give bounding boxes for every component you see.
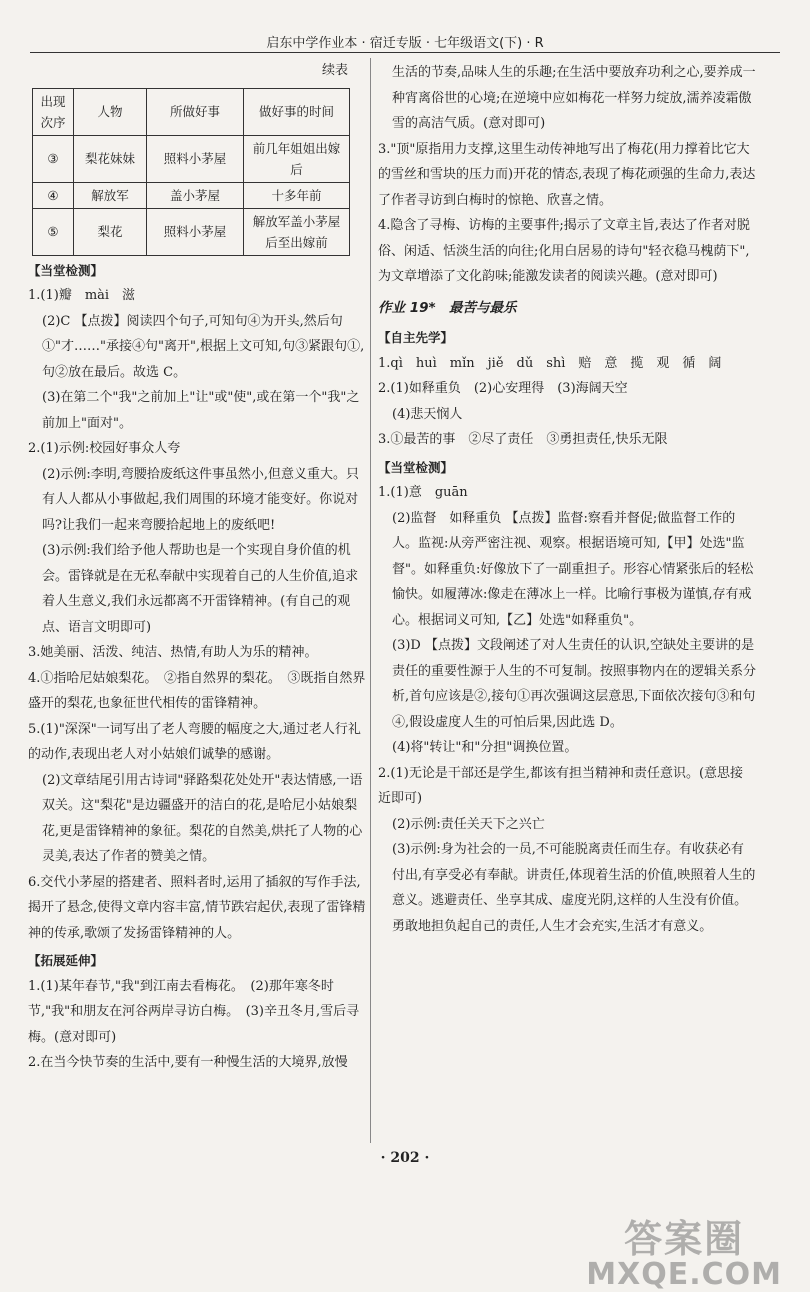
table-cell: 解放军 [74, 182, 147, 208]
answer-line: (2)示例:责任关天下之兴亡 [392, 816, 545, 832]
table-cell: 梨花妹妹 [74, 135, 147, 182]
answer-line: (4)悲天悯人 [392, 406, 463, 422]
answer-line: (3)示例:我们给予他人帮助也是一个实现自身价值的机会。雷锋就是在无私奉献中实现着自己的人生价值,追求着人生意义,我们永远都离不开雷锋精神。(有自己的观点、语言文明即可) [42, 543, 359, 635]
story-table [32, 88, 350, 256]
answer-line: 1.qì huì mǐn jiě dǔ shì 赔 意 揽 观 循 阔 [378, 355, 722, 371]
table-header-cell: 所做好事 [147, 88, 244, 135]
table-header-row [33, 88, 350, 135]
answer-line: 2.(1)无论是干部还是学生,都该有担当精神和责任意识。(意思接近即可) [378, 765, 744, 806]
watermark [586, 1208, 782, 1292]
table-cell: 前几年姐姐出嫁后 [244, 135, 350, 182]
answer-line: 2.(1)示例:校园好事众人夸 [28, 441, 181, 456]
header-rule [30, 52, 780, 53]
answer-line: 4.隐含了寻梅、访梅的主要事件;揭示了文章主旨,表达了作者对脱俗、闲适、恬淡生活的向往;化用白居易的诗句"轻衣稳马槐荫下",为文章增添了文化韵味;能激发读者的阅读兴趣。(意对即可) [378, 218, 750, 284]
table-cell: 盖小茅屋 [147, 182, 244, 208]
table-cell: ⑤ [33, 208, 74, 255]
section-heading: 【拓展延伸】 [28, 953, 104, 968]
left-column [28, 60, 366, 1076]
table-row [33, 208, 350, 255]
table-cell: ④ [33, 182, 74, 208]
answer-line: 3."顶"原指用力支撑,这里生动传神地写出了梅花(用力撑着比它大的雪丝和雪块的压力而)开花的情态,表现了梅花顽强的生命力,表达了作者寻访到白梅时的惊艳、欣喜之情。 [378, 141, 756, 208]
table-cell: ③ [33, 135, 74, 182]
answer-line: (2)示例:李明,弯腰拾废纸这件事虽然小,但意义重大。只有人人都从小事做起,我们周围的环境才能变好。你说对吗?让我们一起来弯腰拾起地上的废纸吧! [42, 466, 360, 533]
assignment-title: 作业 19* 最苦与最乐 [378, 299, 517, 316]
answer-line: 2.在当今快节奏的生活中,要有一种慢生活的大境界,放慢 [28, 1055, 348, 1070]
section-heading: 【当堂检测】 [28, 262, 104, 278]
answer-line: (3)D 【点拨】文段阐述了对人生责任的认识,空缺处主要讲的是责任的重要性源于人生的不可复制。按照事物内在的逻辑关系分析,首句应该是②,接句①再次强调这层意思,下面依次接句③和句④,假设虚度人生的可怕后果,因此选 D。 [392, 638, 757, 730]
running-header: 启东中学作业本 · 宿迁专版 · 七年级语文(下) · R [266, 36, 544, 51]
watermark-logo-text: 答案圈 [624, 1217, 745, 1261]
answer-line: 1.(1)意 guān [378, 485, 468, 500]
answer-line: 5.(1)"深深"一词写出了老人弯腰的幅度之大,通过老人行礼的动作,表现出老人对小姑娘们诚挚的感谢。 [28, 721, 361, 762]
table-cell: 照料小茅屋 [147, 135, 244, 182]
answer-line: 3.①最苦的事 ②尽了责任 ③勇担责任,快乐无限 [378, 432, 668, 447]
answer-line: 6.交代小茅屋的搭建者、照料者时,运用了插叙的写作手法,揭开了悬念,使得文章内容丰富,情节跌宕起伏,表现了雷锋精神的传承,歌颂了发扬雷锋精神的人。 [28, 874, 366, 941]
table-cell: 十多年前 [244, 182, 350, 208]
answer-line: (2)监督 如释重负 【点拨】监督:察看并督促;做监督工作的人。监视:从旁严密注视、观察。根据语境可知,【甲】处选"监督"。如释重负:好像放下了一副重担子。形容心情紧张后的轻松愉快。如履薄冰:像走在薄冰上一样。比喻行事极为谨慎,存有戒心。根据词义可知,【乙】处选"如释重负"。 [392, 510, 754, 628]
answer-line: (2)文章结尾引用古诗词"驿路梨花处处开"表达情感,一语双关。这"梨花"是边疆盛开的洁白的花,是哈尼小姑娘梨花,更是雷锋精神的象征。梨花的自然美,烘托了人物的心灵美,表达了作者的赞美之情。 [42, 772, 363, 864]
answer-line: 3.她美丽、活泼、纯洁、热情,有助人为乐的精神。 [28, 645, 318, 660]
answer-line: 4.①指哈尼姑娘梨花。 ②指自然界的梨花。 ③既指自然界盛开的梨花,也象征世代相传的雷锋精神。 [28, 670, 366, 711]
answer-line: 1.(1)瓣 mài 滋 [28, 288, 136, 303]
right-column [378, 60, 756, 939]
section-heading: 【自主先学】 [378, 330, 454, 345]
table-header-cell: 做好事的时间 [244, 88, 350, 135]
page-number: · 202 · [380, 1150, 430, 1166]
table-cell: 解放军盖小茅屋后至出嫁前 [244, 208, 350, 255]
answer-line: 1.(1)某年春节,"我"到江南去看梅花。 (2)那年寒冬时节,"我"和朋友在河谷两岸寻访白梅。 (3)辛丑冬月,雪后寻梅。(意对即可) [28, 978, 360, 1045]
continued-label: 续表 [321, 63, 348, 78]
table-cell: 照料小茅屋 [147, 208, 244, 255]
column-divider [370, 58, 371, 1143]
watermark-url: MXQE.COM [586, 1257, 782, 1292]
answer-line: (2)C 【点拨】阅读四个句子,可知句④为开头,然后句①"才……"承接④句"离开",根据上文可知,句③紧跟句①,句②放在最后。故选 C。 [42, 313, 365, 380]
answer-line: (3)在第二个"我"之前加上"让"或"使",或在第一个"我"之前加上"面对"。 [42, 390, 360, 431]
table-header-cell: 出现次序 [33, 88, 74, 135]
table-row [33, 182, 350, 208]
table-header-cell: 人物 [74, 88, 147, 135]
answer-line: 2.(1)如释重负 (2)心安理得 (3)海阔天空 [378, 381, 628, 396]
answer-line: (3)示例:身为社会的一员,不可能脱离责任而生存。有收获必有付出,有享受必有奉献。讲责任,体现着生活的价值,映照着人生的意义。逃避责任、坐享其成、虚度光阴,这样的人生没有价值。勇敢地担负起自己的责任,人生才会充实,生活才有意义。 [392, 842, 756, 934]
table-cell: 梨花 [74, 208, 147, 255]
table-row [33, 135, 350, 182]
section-heading: 【当堂检测】 [378, 459, 454, 475]
answer-line: 生活的节奏,品味人生的乐趣;在生活中要放弃功利之心,要养成一种宵离俗世的心境;在逆境中应如梅花一样努力绽放,濡养凌霜傲雪的高洁气质。(意对即可) [392, 65, 756, 131]
answer-line: (4)将"转让"和"分担"调换位置。 [392, 740, 578, 755]
